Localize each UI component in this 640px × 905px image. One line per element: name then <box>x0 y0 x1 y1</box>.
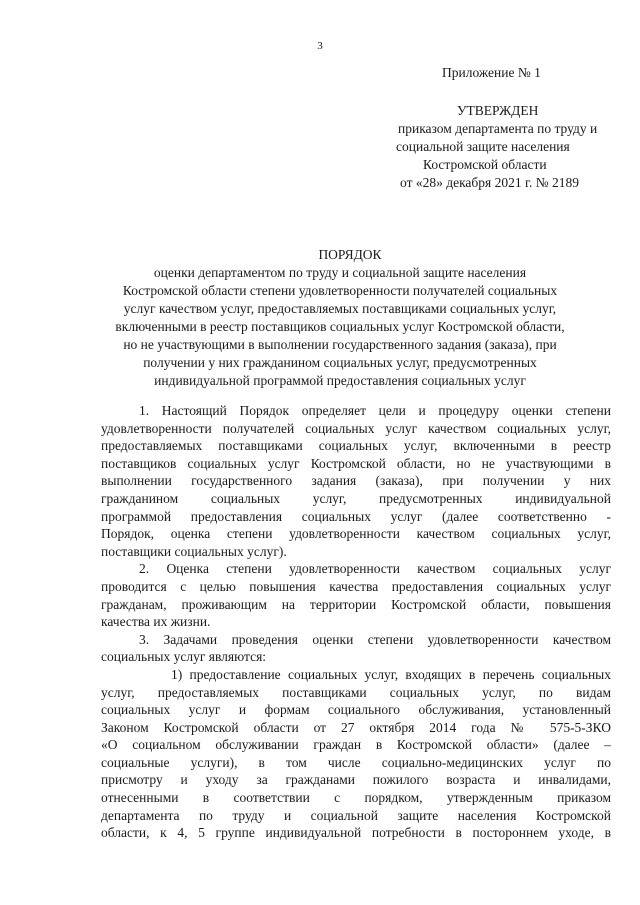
title-line: но не участвующими в выполнении государственного задания (заказа), при <box>123 337 557 352</box>
title-line: услуг качеством услуг, предоставляемых поставщиками социальных услуг, <box>123 301 557 316</box>
title-line: индивидуальной программой предоставления социальных услуг <box>154 373 526 388</box>
document-title <box>0 246 640 390</box>
page-number: 3 <box>317 40 323 52</box>
paragraph-2 <box>101 560 611 630</box>
text-line: отнесенными в соответствии с порядком, утвержденным приказом <box>101 790 611 806</box>
text-line: 1. Настоящий Порядок определяет цели и процедуру оценки степени <box>139 403 611 418</box>
paragraph-3 <box>101 631 611 666</box>
text-line: услуг, предоставляемых поставщиками социальных услуг, по видам <box>101 684 611 700</box>
text-line: Порядок, оценка степени удовлетворенности качеством социальных услуг, <box>101 526 611 542</box>
approved-stamp-text: УТВЕРЖДЕН <box>457 103 539 118</box>
paragraph-1 <box>101 402 611 560</box>
paragraph-4 <box>101 666 611 842</box>
text-line: области, к 4, 5 группе индивидуальной потребности в постороннем уходе, в <box>101 825 611 841</box>
text-line: 3. Задачами проведения оценки степени удовлетворенности качеством <box>139 631 611 647</box>
text-line: поставщиков социальных услуг Костромской области, но не участвующими в <box>101 455 611 471</box>
title-line: Костромской области степени удовлетворенности получателей социальных <box>122 283 558 298</box>
annex-label: Приложение № 1 <box>442 65 541 80</box>
title-line: оценки департаментом по труду и социальной защите населения <box>153 265 527 280</box>
text-line: поставщики социальных услуг). <box>101 543 287 559</box>
text-line: предоставляемых поставщиками социальных услуг, включенными в реестр <box>101 438 611 454</box>
text-line: социальных услуг являются: <box>101 649 267 665</box>
approval-line-2: социальной защите населения <box>396 139 570 154</box>
approval-line-4: от «28» декабря 2021 г. № 2189 <box>400 175 580 190</box>
text-line: гражданам, проживающим на территории Костромской области, повышения <box>101 596 611 612</box>
text-line: удовлетворенности получателей социальных услуг качеством социальных услуг, <box>101 420 611 436</box>
title-line: включенными в реестр поставщиков социальных услуг Костромской области, <box>115 319 565 334</box>
text-line: 2. Оценка степени удовлетворенности качеством социальных услуг <box>139 561 611 577</box>
document-body <box>101 402 611 842</box>
approval-line-3: Костромской области <box>423 157 547 172</box>
approval-line-1: приказом департамента по труду и <box>398 121 598 136</box>
text-line: социальных услуг и формам социального обслуживания, установленный <box>101 702 611 718</box>
text-line: Законом Костромской области от 27 октября 2014 года № 575-5-ЗКО <box>101 719 611 735</box>
text-line: гражданином социальных услуг, предусмотренных индивидуальной <box>101 490 611 506</box>
text-line: программой предоставления социальных услуг (далее соответственно - <box>101 508 611 524</box>
text-line: социальные услуги), в том числе социально-медицинских услуг по <box>101 754 611 770</box>
text-line: присмотру и уходу за гражданами пожилого возраста и инвалидами, <box>101 772 611 788</box>
text-line: проводится с целью повышения качества предоставления социальных услуг <box>101 578 611 594</box>
text-line: качества их жизни. <box>101 614 211 630</box>
title-heading: ПОРЯДОК <box>318 247 382 262</box>
text-line: выполнении государственного задания (заказа), при получении у них <box>101 473 611 489</box>
approval-block <box>380 64 630 192</box>
title-line: получении у них гражданином социальных услуг, предусмотренных <box>143 355 537 370</box>
text-line: «О социальном обслуживании граждан в Костромской области» (далее – <box>101 737 611 753</box>
text-line: 1) предоставление социальных услуг, входящих в перечень социальных <box>171 666 611 682</box>
text-line: департамента по труду и социальной защите населения Костромской <box>101 807 611 823</box>
